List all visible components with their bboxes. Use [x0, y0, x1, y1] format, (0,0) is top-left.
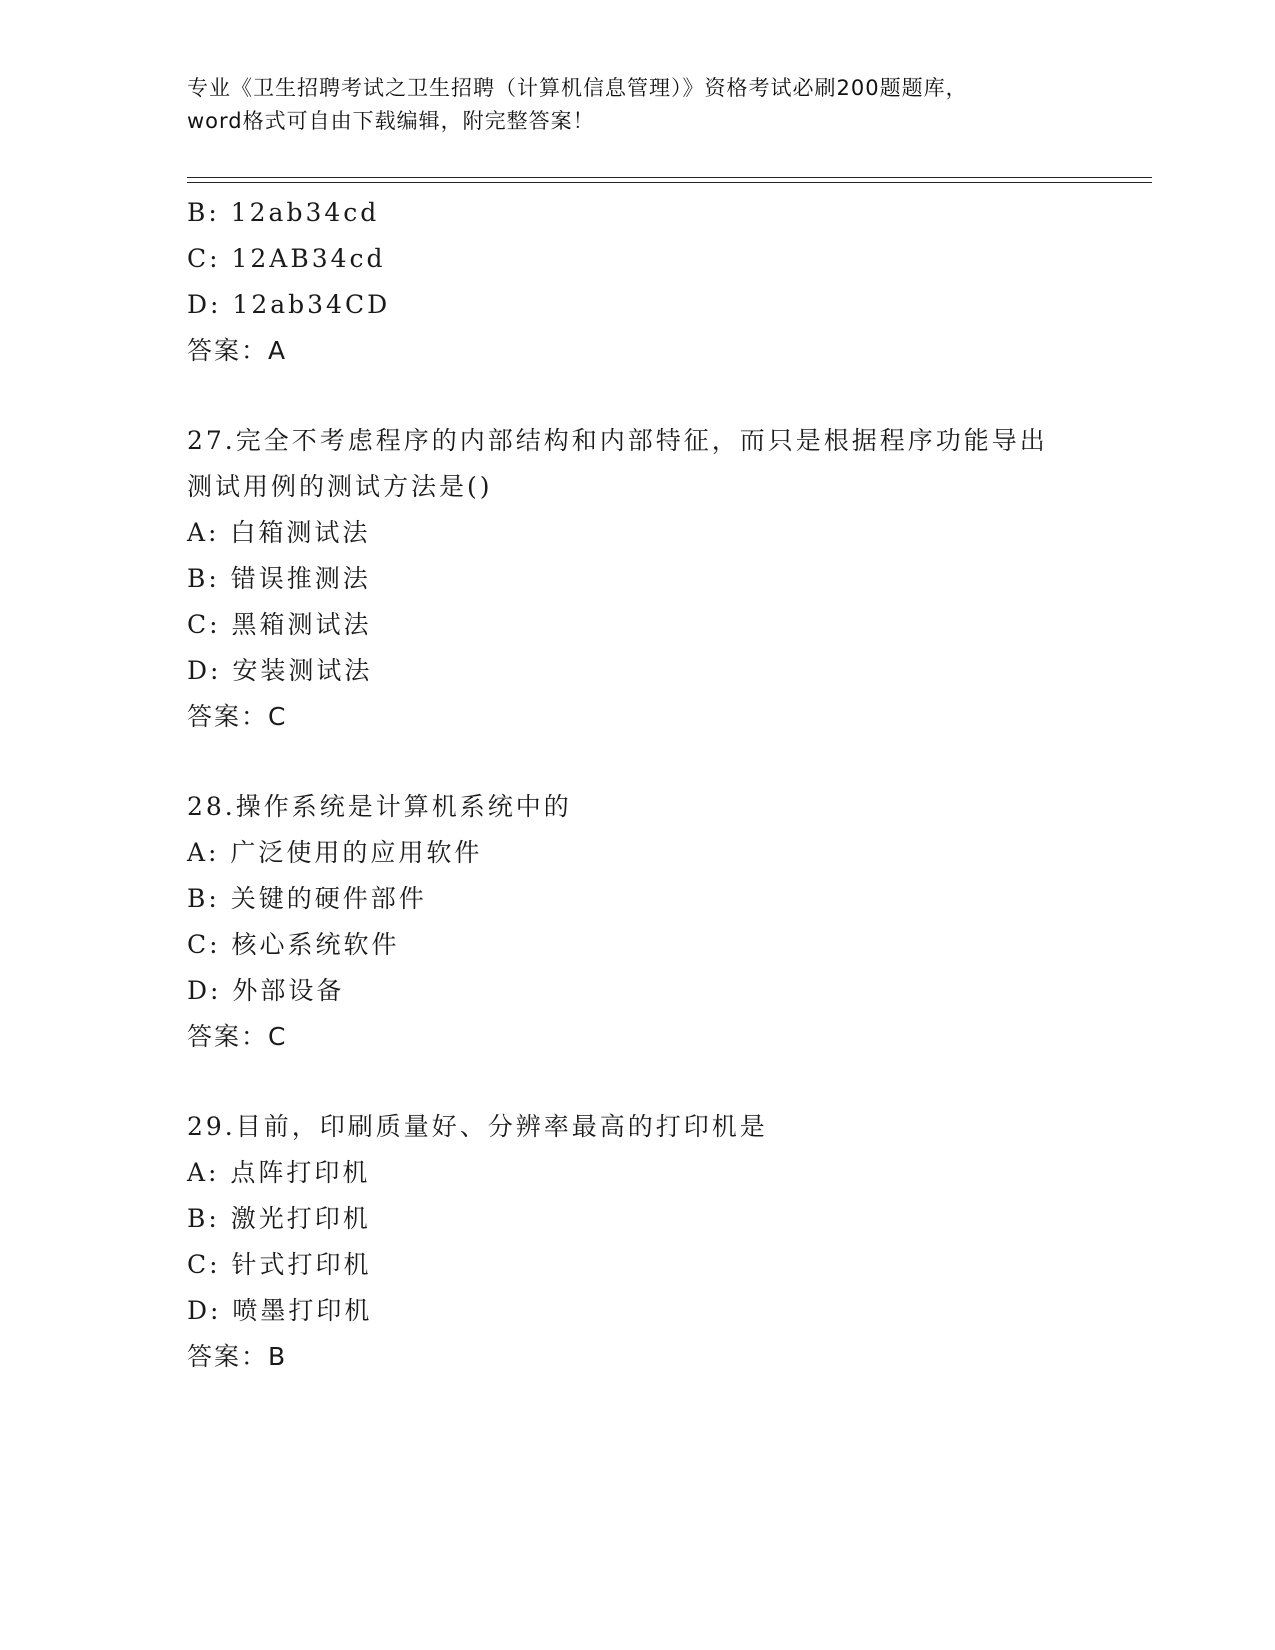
option-c: C: 核心系统软件 [187, 930, 400, 959]
document-header [187, 72, 1087, 138]
header-rule-top [187, 177, 1152, 178]
option-b: B: 12ab34cd [187, 198, 380, 227]
answer-line: 答案：C [187, 702, 288, 731]
answer-line: 答案：B [187, 1342, 288, 1371]
option-d: D: 安装测试法 [187, 656, 373, 685]
option-c: C: 12AB34cd [187, 244, 386, 273]
question-stem-line: 测试用例的测试方法是() [187, 472, 493, 501]
answer-line: 答案：A [187, 336, 288, 365]
option-a: A: 白箱测试法 [187, 518, 371, 547]
option-a: A: 点阵打印机 [187, 1158, 371, 1187]
question-26-partial [187, 190, 1107, 374]
option-b: B: 错误推测法 [187, 564, 371, 593]
answer-line: 答案：C [187, 1022, 288, 1051]
option-b: B: 关键的硬件部件 [187, 884, 427, 913]
option-d: D: 喷墨打印机 [187, 1296, 373, 1325]
option-c: C: 针式打印机 [187, 1250, 372, 1279]
question-stem-line: 27.完全不考虑程序的内部结构和内部特征，而只是根据程序功能导出 [187, 426, 1048, 455]
spacer [187, 1060, 1107, 1104]
spacer [187, 740, 1107, 784]
option-d: D: 12ab34CD [187, 290, 391, 319]
spacer [187, 374, 1107, 418]
header-rule-bottom [187, 182, 1152, 183]
question-29 [187, 1104, 1107, 1380]
question-list [187, 190, 1107, 1380]
header-line-1: 专业《卫生招聘考试之卫生招聘（计算机信息管理）》资格考试必刷200题题库， [187, 76, 968, 100]
option-a: A: 广泛使用的应用软件 [187, 838, 483, 867]
option-c: C: 黑箱测试法 [187, 610, 372, 639]
question-stem-line: 28.操作系统是计算机系统中的 [187, 792, 572, 821]
option-d: D: 外部设备 [187, 976, 345, 1005]
question-27 [187, 418, 1107, 740]
option-b: B: 激光打印机 [187, 1204, 371, 1233]
header-line-2: word格式可自由下载编辑，附完整答案！ [187, 109, 595, 133]
question-stem-line: 29.目前，印刷质量好、分辨率最高的打印机是 [187, 1112, 768, 1141]
question-28 [187, 784, 1107, 1060]
